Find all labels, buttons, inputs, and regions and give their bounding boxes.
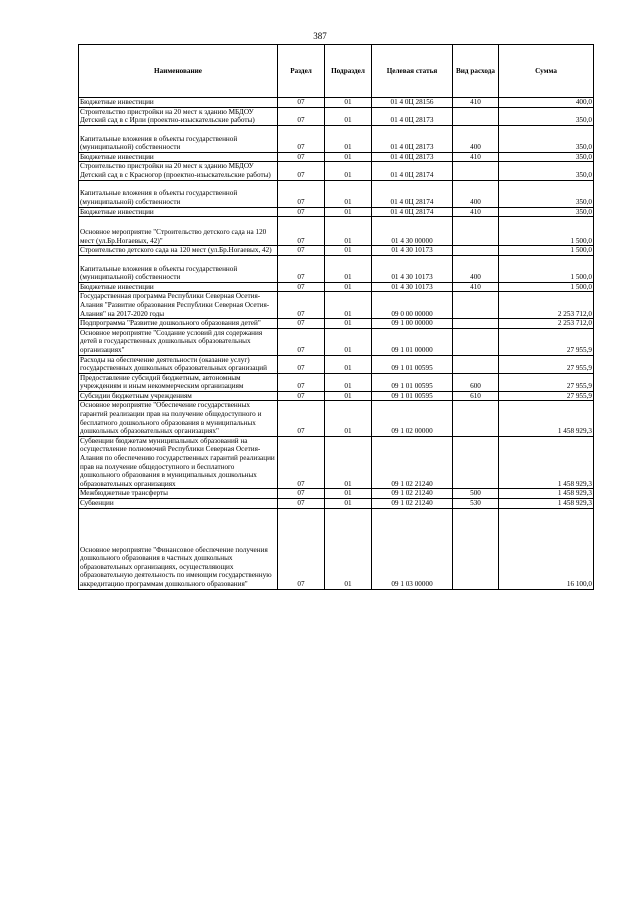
row-subsection: 01 bbox=[325, 373, 372, 391]
row-name: Субвенции бюджетам муниципальных образований на осуществление полномочий Республики Северная Осетия-Алания по обеспечению государственных гарантий реализации прав на получение общедоступного и бесплатного дошкольного образования в муниципальных дошкольных образовательных организациях bbox=[79, 436, 278, 489]
row-amount: 400,0 bbox=[499, 98, 594, 108]
table-row bbox=[79, 499, 594, 509]
row-type bbox=[453, 328, 499, 355]
row-target: 01 4 0Ц 28173 bbox=[372, 125, 453, 152]
header-name: Наименование bbox=[79, 45, 278, 98]
row-type bbox=[453, 217, 499, 246]
row-subsection: 01 bbox=[325, 98, 372, 108]
table-row bbox=[79, 207, 594, 217]
row-name: Государственная программа Республики Северная Осетия-Алания "Развитие образования Республики Северная Осетия-Алания" на 2017-2020 годы bbox=[79, 292, 278, 319]
row-subsection: 01 bbox=[325, 499, 372, 509]
row-subsection: 01 bbox=[325, 292, 372, 319]
row-amount: 1 458 929,3 bbox=[499, 489, 594, 499]
row-target: 09 0 00 00000 bbox=[372, 292, 453, 319]
row-amount: 1 500,0 bbox=[499, 255, 594, 282]
header-amount: Сумма bbox=[499, 45, 594, 98]
row-subsection: 01 bbox=[325, 401, 372, 436]
row-target: 01 4 30 00000 bbox=[372, 217, 453, 246]
table-row bbox=[79, 436, 594, 489]
row-amount: 1 500,0 bbox=[499, 217, 594, 246]
row-type bbox=[453, 436, 499, 489]
row-name: Бюджетные инвестиции bbox=[79, 282, 278, 292]
header-type: Вид расхода bbox=[453, 45, 499, 98]
table-row bbox=[79, 107, 594, 125]
row-section: 07 bbox=[278, 207, 325, 217]
row-name: Основное мероприятие "Создание условий для содержания детей в государственных дошкольных образовательных организациях" bbox=[79, 328, 278, 355]
row-type: 400 bbox=[453, 180, 499, 207]
row-name: Субсидии бюджетным учреждениям bbox=[79, 391, 278, 401]
row-type bbox=[453, 508, 499, 589]
table-row bbox=[79, 508, 594, 589]
row-amount: 27 955,9 bbox=[499, 328, 594, 355]
row-section: 07 bbox=[278, 125, 325, 152]
row-name: Строительство пристройки на 20 мест к зданию МБДОУ Детский сад в с Красногор (проектно-изыскательские работы) bbox=[79, 162, 278, 180]
row-name: Бюджетные инвестиции bbox=[79, 98, 278, 108]
table-row bbox=[79, 162, 594, 180]
row-subsection: 01 bbox=[325, 319, 372, 329]
row-target: 01 4 0Ц 28173 bbox=[372, 152, 453, 162]
row-subsection: 01 bbox=[325, 152, 372, 162]
row-type bbox=[453, 162, 499, 180]
row-target: 09 1 01 00595 bbox=[372, 391, 453, 401]
row-section: 07 bbox=[278, 391, 325, 401]
row-subsection: 01 bbox=[325, 355, 372, 373]
row-target: 09 1 02 21240 bbox=[372, 489, 453, 499]
row-name: Бюджетные инвестиции bbox=[79, 152, 278, 162]
row-subsection: 01 bbox=[325, 180, 372, 207]
row-subsection: 01 bbox=[325, 508, 372, 589]
table-row bbox=[79, 152, 594, 162]
row-type bbox=[453, 107, 499, 125]
table-row bbox=[79, 246, 594, 256]
row-name: Бюджетные инвестиции bbox=[79, 207, 278, 217]
row-name: Строительство детского сада на 120 мест (ул.Бр.Ногаевых, 42) bbox=[79, 246, 278, 256]
row-target: 01 4 30 10173 bbox=[372, 246, 453, 256]
table-row bbox=[79, 391, 594, 401]
row-type: 410 bbox=[453, 282, 499, 292]
table-header-row bbox=[79, 45, 594, 98]
row-name: Строительство пристройки на 20 мест к зданию МБДОУ Детский сад в с Ирли (проектно-изыскательские работы) bbox=[79, 107, 278, 125]
row-target: 09 1 01 00595 bbox=[372, 373, 453, 391]
row-section: 07 bbox=[278, 255, 325, 282]
row-name: Межбюджетные трансферты bbox=[79, 489, 278, 499]
row-amount: 27 955,9 bbox=[499, 391, 594, 401]
row-type bbox=[453, 355, 499, 373]
row-amount: 16 100,0 bbox=[499, 508, 594, 589]
row-section: 07 bbox=[278, 319, 325, 329]
row-section: 07 bbox=[278, 246, 325, 256]
row-subsection: 01 bbox=[325, 255, 372, 282]
row-section: 07 bbox=[278, 217, 325, 246]
table-row bbox=[79, 98, 594, 108]
row-target: 09 1 01 00000 bbox=[372, 328, 453, 355]
row-type: 410 bbox=[453, 98, 499, 108]
row-amount: 350,0 bbox=[499, 125, 594, 152]
row-section: 07 bbox=[278, 489, 325, 499]
row-section: 07 bbox=[278, 107, 325, 125]
row-amount: 27 955,9 bbox=[499, 355, 594, 373]
row-amount: 350,0 bbox=[499, 162, 594, 180]
row-section: 07 bbox=[278, 401, 325, 436]
header-section: Раздел bbox=[278, 45, 325, 98]
row-type: 400 bbox=[453, 125, 499, 152]
row-subsection: 01 bbox=[325, 282, 372, 292]
row-section: 07 bbox=[278, 373, 325, 391]
row-type: 500 bbox=[453, 489, 499, 499]
row-subsection: 01 bbox=[325, 125, 372, 152]
table-row bbox=[79, 292, 594, 319]
table-row bbox=[79, 255, 594, 282]
row-name: Расходы на обеспечение деятельности (оказание услуг) государственных дошкольных образовательных организаций bbox=[79, 355, 278, 373]
row-section: 07 bbox=[278, 180, 325, 207]
row-name: Основное мероприятие "Обеспечение государственных гарантий реализации прав на получение общедоступного и бесплатного дошкольного образования в муниципальных дошкольных образовательных организациях" bbox=[79, 401, 278, 436]
row-name: Субвенции bbox=[79, 499, 278, 509]
row-type bbox=[453, 401, 499, 436]
row-subsection: 01 bbox=[325, 162, 372, 180]
row-section: 07 bbox=[278, 162, 325, 180]
row-name: Капитальные вложения в объекты государственной (муниципальной) собственности bbox=[79, 180, 278, 207]
row-amount: 1 500,0 bbox=[499, 282, 594, 292]
table-row bbox=[79, 355, 594, 373]
row-amount: 350,0 bbox=[499, 107, 594, 125]
row-amount: 2 253 712,0 bbox=[499, 319, 594, 329]
row-amount: 1 458 929,3 bbox=[499, 499, 594, 509]
row-target: 01 4 0Ц 28156 bbox=[372, 98, 453, 108]
row-section: 07 bbox=[278, 436, 325, 489]
row-type bbox=[453, 246, 499, 256]
page-number: 387 bbox=[313, 31, 327, 41]
row-name: Капитальные вложения в объекты государственной (муниципальной) собственности bbox=[79, 255, 278, 282]
row-target: 09 1 03 00000 bbox=[372, 508, 453, 589]
budget-table bbox=[78, 44, 594, 590]
row-type: 530 bbox=[453, 499, 499, 509]
row-target: 09 1 02 21240 bbox=[372, 499, 453, 509]
row-subsection: 01 bbox=[325, 328, 372, 355]
row-type bbox=[453, 292, 499, 319]
row-section: 07 bbox=[278, 355, 325, 373]
row-target: 09 1 02 21240 bbox=[372, 436, 453, 489]
row-section: 07 bbox=[278, 98, 325, 108]
row-amount: 27 955,9 bbox=[499, 373, 594, 391]
row-target: 09 1 01 00595 bbox=[372, 355, 453, 373]
row-type: 410 bbox=[453, 207, 499, 217]
table-row bbox=[79, 282, 594, 292]
row-section: 07 bbox=[278, 328, 325, 355]
row-subsection: 01 bbox=[325, 489, 372, 499]
table-row bbox=[79, 328, 594, 355]
row-section: 07 bbox=[278, 282, 325, 292]
header-target: Целевая статья bbox=[372, 45, 453, 98]
row-name: Капитальные вложения в объекты государственной (муниципальной) собственности bbox=[79, 125, 278, 152]
row-subsection: 01 bbox=[325, 207, 372, 217]
row-amount: 2 253 712,0 bbox=[499, 292, 594, 319]
table-row bbox=[79, 217, 594, 246]
row-target: 09 1 00 00000 bbox=[372, 319, 453, 329]
row-name: Основное мероприятие "Финансовое обеспечение получения дошкольного образования в частных дошкольных образовательных организациях, осуществляющих образовательную деятельность по имеющим государственную аккредитацию программам дошкольного образования" bbox=[79, 508, 278, 589]
row-amount: 350,0 bbox=[499, 152, 594, 162]
row-amount: 1 458 929,3 bbox=[499, 401, 594, 436]
row-type: 600 bbox=[453, 373, 499, 391]
row-target: 01 4 0Ц 28173 bbox=[372, 107, 453, 125]
row-name: Основное мероприятие "Строительство детского сада на 120 мест (ул.Бр.Ногаевых, 42)" bbox=[79, 217, 278, 246]
row-type bbox=[453, 319, 499, 329]
table-row bbox=[79, 373, 594, 391]
row-amount: 350,0 bbox=[499, 207, 594, 217]
row-target: 01 4 30 10173 bbox=[372, 255, 453, 282]
table-row bbox=[79, 125, 594, 152]
row-subsection: 01 bbox=[325, 391, 372, 401]
row-type: 410 bbox=[453, 152, 499, 162]
row-subsection: 01 bbox=[325, 436, 372, 489]
row-target: 01 4 30 10173 bbox=[372, 282, 453, 292]
row-target: 01 4 0Ц 28174 bbox=[372, 207, 453, 217]
row-section: 07 bbox=[278, 508, 325, 589]
row-target: 01 4 0Ц 28174 bbox=[372, 180, 453, 207]
table-row bbox=[79, 319, 594, 329]
table-row bbox=[79, 401, 594, 436]
row-type: 610 bbox=[453, 391, 499, 401]
row-amount: 350,0 bbox=[499, 180, 594, 207]
row-subsection: 01 bbox=[325, 246, 372, 256]
row-amount: 1 500,0 bbox=[499, 246, 594, 256]
row-section: 07 bbox=[278, 152, 325, 162]
header-subsection: Подраздел bbox=[325, 45, 372, 98]
table-row bbox=[79, 489, 594, 499]
row-amount: 1 458 929,3 bbox=[499, 436, 594, 489]
row-name: Подпрограмма "Развитие дошкольного образования детей" bbox=[79, 319, 278, 329]
row-type: 400 bbox=[453, 255, 499, 282]
row-target: 01 4 0Ц 28174 bbox=[372, 162, 453, 180]
row-name: Предоставление субсидий бюджетным, автономным учреждениям и иным некоммерческим организациям bbox=[79, 373, 278, 391]
row-subsection: 01 bbox=[325, 107, 372, 125]
row-target: 09 1 02 00000 bbox=[372, 401, 453, 436]
row-section: 07 bbox=[278, 499, 325, 509]
table-row bbox=[79, 180, 594, 207]
row-subsection: 01 bbox=[325, 217, 372, 246]
row-section: 07 bbox=[278, 292, 325, 319]
